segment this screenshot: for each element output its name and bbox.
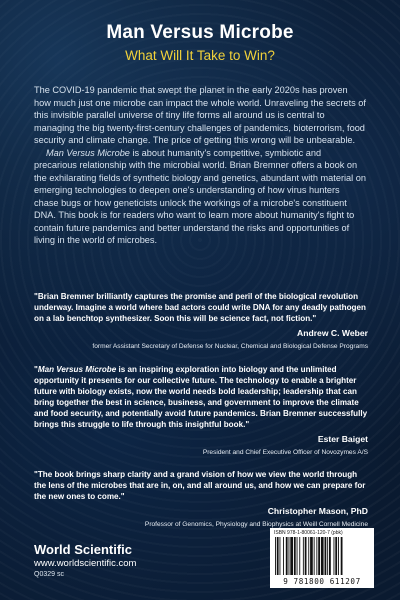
barcode-bar xyxy=(334,537,335,575)
description-paragraph-2-text: is about humanity's competitive, symbiotic and precarious relationship with the microbial world. Brian Bremner offers a book on the exhilarating fields of synthetic biology and genetics, abundant with material on emerging technologies to deepen one's understanding of how virus hunters chase bugs or how geneticists unlock the workings of a microbe's constituent DNA. This book is for readers who want to learn more about humanity's fight to contain future pandemics and better understand the risks and opportunities of living in the world of microbes. xyxy=(34,147,366,245)
barcode-bar xyxy=(294,537,296,575)
description-paragraph-1: The COVID-19 pandemic that swept the planet in the early 2020s has proven how much just one microbe can impact the whole world. Unraveling the secrets of this invisible parallel universe of tiny life forms all around us is central to managing the big twenty-first-century challenges of pandemics, bioterrorism, food security and climate change. The price of getting this wrong will be unbearable. xyxy=(34,85,366,145)
publisher-name: World Scientific xyxy=(34,542,132,557)
endorsement-1 xyxy=(34,291,368,352)
endorsement-body: is an inspiring exploration into biology and the unlimited opportunity it presents for our collective future. The technology to enable a brighter future with biology exists, now the world needs bold leadership; leadership that can bring together the best in science, business, and government to improve the climate and food security, and potentially avoid future pandemics. Brian Bremner successfully brings this struggle to life through this insightful book." xyxy=(34,365,368,429)
endorsement-author: Ester Baiget xyxy=(317,434,368,444)
barcode-bar xyxy=(277,537,279,575)
barcode-bars xyxy=(274,537,370,575)
barcode-bar xyxy=(321,537,324,575)
barcode-digits: 9 781800 611207 xyxy=(283,577,361,586)
barcode-bar xyxy=(338,537,339,575)
barcode-bar xyxy=(341,537,343,575)
publisher-code: Q0329 sc xyxy=(34,571,64,578)
barcode-bar xyxy=(303,537,304,575)
barcode-bar xyxy=(289,537,290,575)
publisher-url: www.worldscientific.com xyxy=(34,558,137,569)
barcode-bar xyxy=(280,537,281,575)
endorsement-text xyxy=(34,364,368,430)
endorsement-author: Andrew C. Weber xyxy=(297,328,368,338)
barcode-bar xyxy=(275,537,276,575)
barcode-bar xyxy=(297,537,298,575)
endorsement-book-title: Man Versus Microbe xyxy=(37,365,117,374)
barcode-bar xyxy=(290,537,293,575)
endorsement-2 xyxy=(34,364,368,458)
endorsement-text: "Brian Bremner brilliantly captures the promise and peril of the biological revolution underway. Imagine a world where bad actors could write DNA for any deadly pathogen on a lab benchtop synthesizer. Soon this will be science fact, not fiction." xyxy=(34,292,366,323)
barcode-bar xyxy=(305,537,307,575)
endorsement-role: former Assistant Secretary of Defense for Nuclear, Chemical and Biological Defense Programs xyxy=(92,343,368,350)
description-paragraph-2 xyxy=(34,147,366,247)
isbn-text: ISBN 978-1-80061-120-7 (pbk) xyxy=(274,530,343,536)
barcode-bar xyxy=(308,537,309,575)
barcode-bar xyxy=(283,537,284,575)
barcode-bar xyxy=(316,537,317,575)
barcode-bar xyxy=(286,537,288,575)
book-description xyxy=(34,84,366,247)
barcode-bar xyxy=(327,537,328,575)
book-subtitle: What Will It Take to Win? xyxy=(125,48,275,63)
barcode-bar xyxy=(335,537,337,575)
endorsement-open-quote: " xyxy=(34,365,38,374)
barcode-bar xyxy=(314,537,315,575)
barcode-bar xyxy=(329,537,331,575)
publisher-block xyxy=(34,542,136,578)
book-title: Man Versus Microbe xyxy=(106,22,294,43)
book-title-inline: Man Versus Microbe xyxy=(46,147,130,158)
barcode-bar xyxy=(318,537,320,575)
endorsement-role: President and Chief Executive Officer of Novozymes A/S xyxy=(202,449,368,456)
barcode-bar xyxy=(310,537,313,575)
endorsement-text: "The book brings sharp clarity and a grand vision of how we view the world through the lens of the microbes that are in, on, and all around us, and how we can prepare for the new ones to come." xyxy=(34,470,366,501)
barcode-bar xyxy=(299,537,300,575)
barcode-bar xyxy=(325,537,327,575)
endorsement-3 xyxy=(34,469,368,530)
endorsement-author: Christopher Mason, PhD xyxy=(267,506,368,516)
isbn-barcode xyxy=(270,528,374,588)
endorsement-role: Professor of Genomics, Physiology and Biophysics at Weill Cornell Medicine xyxy=(144,521,368,528)
